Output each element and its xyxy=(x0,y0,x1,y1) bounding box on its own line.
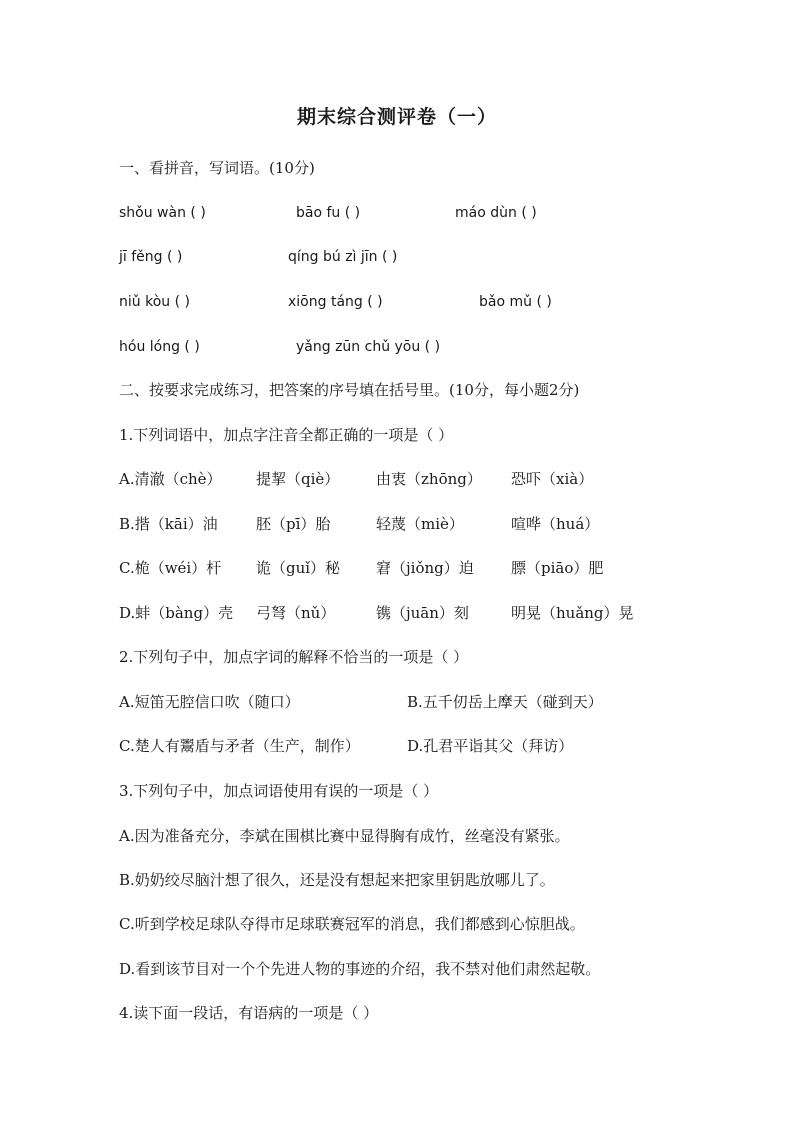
question-4-stem: 4.读下面一段话，有语病的一项是（ ） xyxy=(119,1004,379,1022)
option-part: C.桅（wéi）杆 xyxy=(119,559,222,577)
option-part: 胚（pī）胎 xyxy=(256,515,331,533)
option-part: 诡（guǐ）秘 xyxy=(256,559,341,577)
pinyin-item: shǒu wàn ( ) xyxy=(119,205,206,221)
question-3-stem: 3.下列句子中，加点词语使用有误的一项是（ ） xyxy=(119,782,439,800)
question-1-stem: 1.下列词语中，加点字注音全都正确的一项是（ ） xyxy=(119,426,454,444)
question-3-option-c: C.听到学校足球队夺得市足球联赛冠军的消息，我们都感到心惊胆战。 xyxy=(119,915,585,933)
pinyin-item: jī fěng ( ) xyxy=(119,249,183,265)
pinyin-item: yǎng zūn chǔ yōu ( ) xyxy=(296,339,441,355)
option-part: 明晃（huǎng）晃 xyxy=(511,604,634,622)
option-part: 提挈（qiè） xyxy=(256,470,340,488)
option-part: 镌（juān）刻 xyxy=(376,604,469,622)
option-part: A.清澈（chè） xyxy=(119,470,222,488)
option-part: 膘（piāo）肥 xyxy=(511,559,604,577)
question-3-option-d: D.看到该节目对一个个先进人物的事迹的介绍，我不禁对他们肃然起敬。 xyxy=(119,960,601,978)
option-part: D.蚌（bàng）壳 xyxy=(119,604,234,622)
section2-heading: 二、按要求完成练习，把答案的序号填在括号里。(10分，每小题2分) xyxy=(119,381,580,399)
option-part: 喧哗（huá） xyxy=(511,515,600,533)
option-part: B.揩（kāi）油 xyxy=(119,515,218,533)
pinyin-item: máo dùn ( ) xyxy=(455,205,537,221)
option-part: A.短笛无腔信口吹（随口） xyxy=(119,693,300,711)
pinyin-item: qíng bú zì jīn ( ) xyxy=(288,249,398,265)
pinyin-item: hóu lóng ( ) xyxy=(119,339,200,355)
question-3-option-b: B.奶奶绞尽脑汁想了很久，还是没有想起来把家里钥匙放哪儿了。 xyxy=(119,871,555,889)
option-part: 由衷（zhōng） xyxy=(376,470,482,488)
option-part: C.楚人有鬻盾与矛者（生产，制作） xyxy=(119,737,360,755)
question-3-option-a: A.因为准备充分，李斌在围棋比赛中显得胸有成竹，丝毫没有紧张。 xyxy=(119,827,570,845)
section1-heading: 一、看拼音，写词语。(10分) xyxy=(119,159,315,177)
question-2-stem: 2.下列句子中，加点字词的解释不恰当的一项是（ ） xyxy=(119,648,469,666)
pinyin-item: xiōng táng ( ) xyxy=(288,294,383,310)
option-part: 恐吓（xià） xyxy=(511,470,594,488)
pinyin-item: bāo fu ( ) xyxy=(296,205,361,221)
pinyin-item: niǔ kòu ( ) xyxy=(119,294,190,310)
option-part: 窘（jiǒng）迫 xyxy=(376,559,474,577)
option-part: D.孔君平诣其父（拜访） xyxy=(407,737,574,755)
option-part: 轻蔑（miè） xyxy=(376,515,464,533)
option-part: 弓弩（nǔ） xyxy=(256,604,336,622)
pinyin-item: bǎo mǔ ( ) xyxy=(479,294,552,310)
exam-title: 期末综合测评卷（一） xyxy=(296,106,497,128)
option-part: B.五千仞岳上摩天（碰到天） xyxy=(407,693,603,711)
